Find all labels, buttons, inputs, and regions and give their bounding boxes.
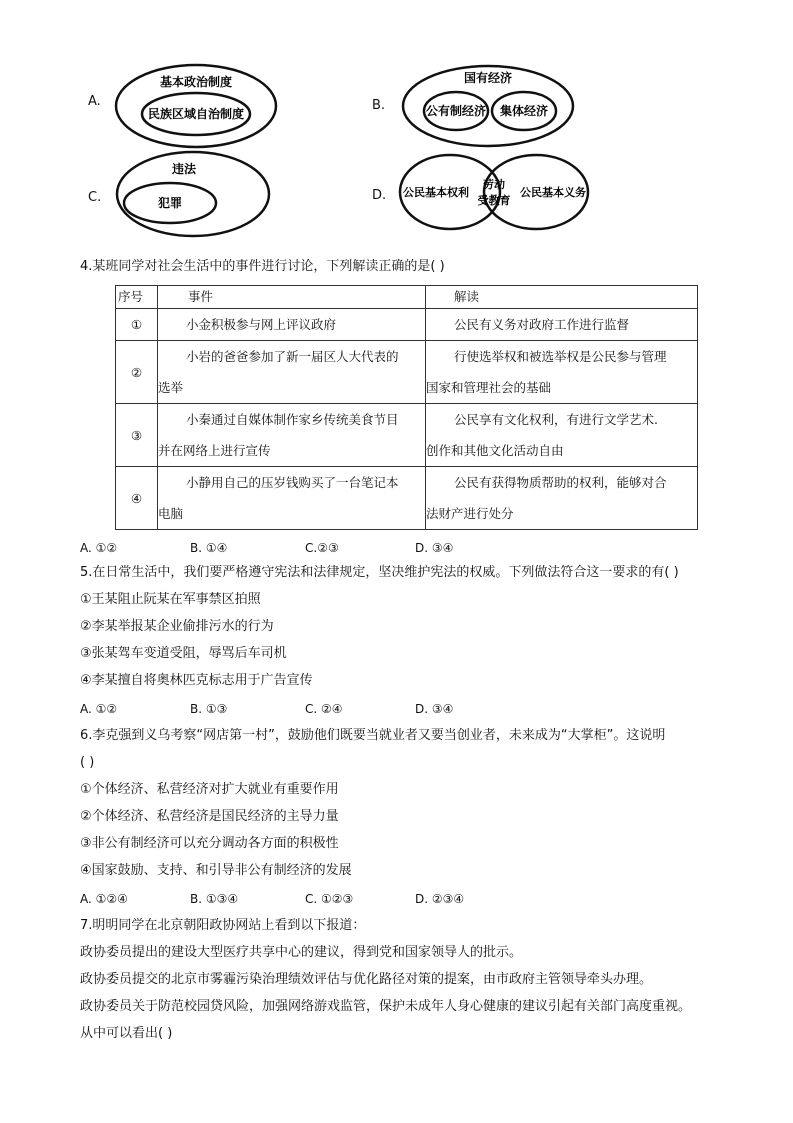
row-event-line1: 小岩的爸爸参加了新一届区人大代表的 <box>186 349 399 364</box>
row-event-line2: 并在网络上进行宣传 <box>158 443 271 458</box>
q7-para-4: 从中可以看出( ) <box>80 1026 173 1041</box>
row-reading-line1: 行使选举权和被选举权是公民参与管理 <box>454 349 667 364</box>
row-event-line1: 小秦通过自媒体制作家乡传统美食节目 <box>186 412 399 427</box>
table-row <box>116 404 698 467</box>
diagram-d-left-label: 公民基本权利 <box>403 186 469 199</box>
diagram-b-outer-label: 国有经济 <box>463 71 513 85</box>
q5-stem: 5.在日常生活中，我们要严格遵守宪法和法律规定，坚决维护宪法的权威。下列做法符合这一要求的有( ) <box>80 565 679 580</box>
q5-option-b[interactable]: B. ①③ <box>190 702 228 716</box>
table-row <box>116 467 698 530</box>
header-reading: 解读 <box>426 286 698 309</box>
option-d-letter: D. <box>372 188 387 203</box>
q7-para-3: 政协委员关于防范校园贷风险，加强网络游戏监管，保护未成年人身心健康的建议引起有关部门高度重视。 <box>80 999 692 1014</box>
diagram-a-outer-label: 基本政治制度 <box>159 75 233 89</box>
row-event-line2: 电脑 <box>158 506 184 521</box>
row-num: ① <box>116 309 158 341</box>
row-reading-line1: 公民有获得物质帮助的权利，能够对合 <box>454 475 667 490</box>
option-a-letter: A. <box>88 94 101 109</box>
diagram-c <box>112 148 272 242</box>
q6-option-c[interactable]: C. ①②③ <box>305 892 354 906</box>
q6-item-1: ①个体经济、私营经济对扩大就业有重要作用 <box>80 782 339 797</box>
row-reading-line2: 法财产进行处分 <box>426 506 514 521</box>
row-event: 小金积极参与网上评议政府 <box>186 317 337 332</box>
q4-option-a[interactable]: A. ①② <box>80 541 118 555</box>
option-c-letter: C. <box>88 190 102 205</box>
row-num: ③ <box>116 404 158 467</box>
q6-stem-line2: ( ) <box>80 755 95 770</box>
q7-stem: 7.明明同学在北京朝阳政协网站上看到以下报道： <box>80 918 366 933</box>
diagram-d-right-label: 公民基本义务 <box>520 186 586 199</box>
diagram-b-right-label: 集体经济 <box>499 104 549 118</box>
row-event-line2: 选举 <box>158 380 184 395</box>
diagram-d <box>398 152 594 244</box>
q6-option-d[interactable]: D. ②③④ <box>415 892 465 906</box>
q6-option-a[interactable]: A. ①②④ <box>80 892 128 906</box>
q6-option-b[interactable]: B. ①③④ <box>190 892 239 906</box>
q6-item-3: ③非公有制经济可以充分调动各方面的积极性 <box>80 836 339 851</box>
q5-option-a[interactable]: A. ①② <box>80 702 118 716</box>
q5-option-c[interactable]: C. ②④ <box>305 702 343 716</box>
q4-stem: 4.某班同学对社会生活中的事件进行讨论，下列解读正确的是( ) <box>80 259 445 274</box>
table-row <box>116 309 698 341</box>
diagram-c-outer-label: 违法 <box>171 162 197 176</box>
table-header-row <box>116 286 698 309</box>
row-num: ④ <box>116 467 158 530</box>
q7-para-2: 政协委员提交的北京市雾霾污染治理绩效评估与优化路径对策的提案，由市政府主管领导牵头办理。 <box>80 972 653 987</box>
row-reading: 公民有义务对政府工作进行监督 <box>454 317 630 332</box>
q6-item-4: ④国家鼓励、支持、和引导非公有制经济的发展 <box>80 863 352 878</box>
row-reading-line2: 创作和其他文化活动自由 <box>426 443 564 458</box>
header-num: 序号 <box>116 286 158 309</box>
row-num: ② <box>116 341 158 404</box>
row-reading-line1: 公民享有文化权利，有进行文学艺术. <box>454 412 658 427</box>
table-row <box>116 341 698 404</box>
row-reading-line2: 国家和管理社会的基础 <box>426 380 552 395</box>
q6-stem-line1: 6.李克强到义乌考察“网店第一村”，鼓励他们既要当就业者又要当创业者，未来成为“大掌柜”。这说明 <box>80 728 666 743</box>
q5-item-4: ④李某擅自将奥林匹克标志用于广告宣传 <box>80 673 313 688</box>
header-event: 事件 <box>158 286 426 309</box>
q5-item-2: ②李某举报某企业偷排污水的行为 <box>80 619 274 634</box>
q7-para-1: 政协委员提出的建设大型医疗共享中心的建议，得到党和国家领导人的批示。 <box>80 945 523 960</box>
q4-option-d[interactable]: D. ③④ <box>415 541 454 555</box>
diagram-b-left-label: 公有制经济 <box>425 104 487 118</box>
diagram-d-middle-label-2: 受教育 <box>477 194 511 207</box>
q5-option-d[interactable]: D. ③④ <box>415 702 454 716</box>
diagram-a-inner-label: 民族区域自治制度 <box>147 107 245 121</box>
diagram-c-inner-label: 犯罪 <box>157 196 183 210</box>
diagram-d-middle-label-1: 劳动 <box>483 178 505 191</box>
q4-event-table <box>115 285 698 530</box>
diagram-b <box>400 62 580 154</box>
q4-option-b[interactable]: B. ①④ <box>190 541 228 555</box>
q5-item-1: ①王某阻止阮某在军事禁区拍照 <box>80 592 261 607</box>
q5-item-3: ③张某驾车变道受阻，辱骂后车司机 <box>80 646 287 661</box>
q6-item-2: ②个体经济、私营经济是国民经济的主导力量 <box>80 809 339 824</box>
option-b-letter: B. <box>372 98 386 113</box>
row-event-line1: 小静用自己的压岁钱购买了一台笔记本 <box>186 475 399 490</box>
q4-option-c[interactable]: C.②③ <box>305 541 339 555</box>
diagram-a <box>112 62 282 150</box>
